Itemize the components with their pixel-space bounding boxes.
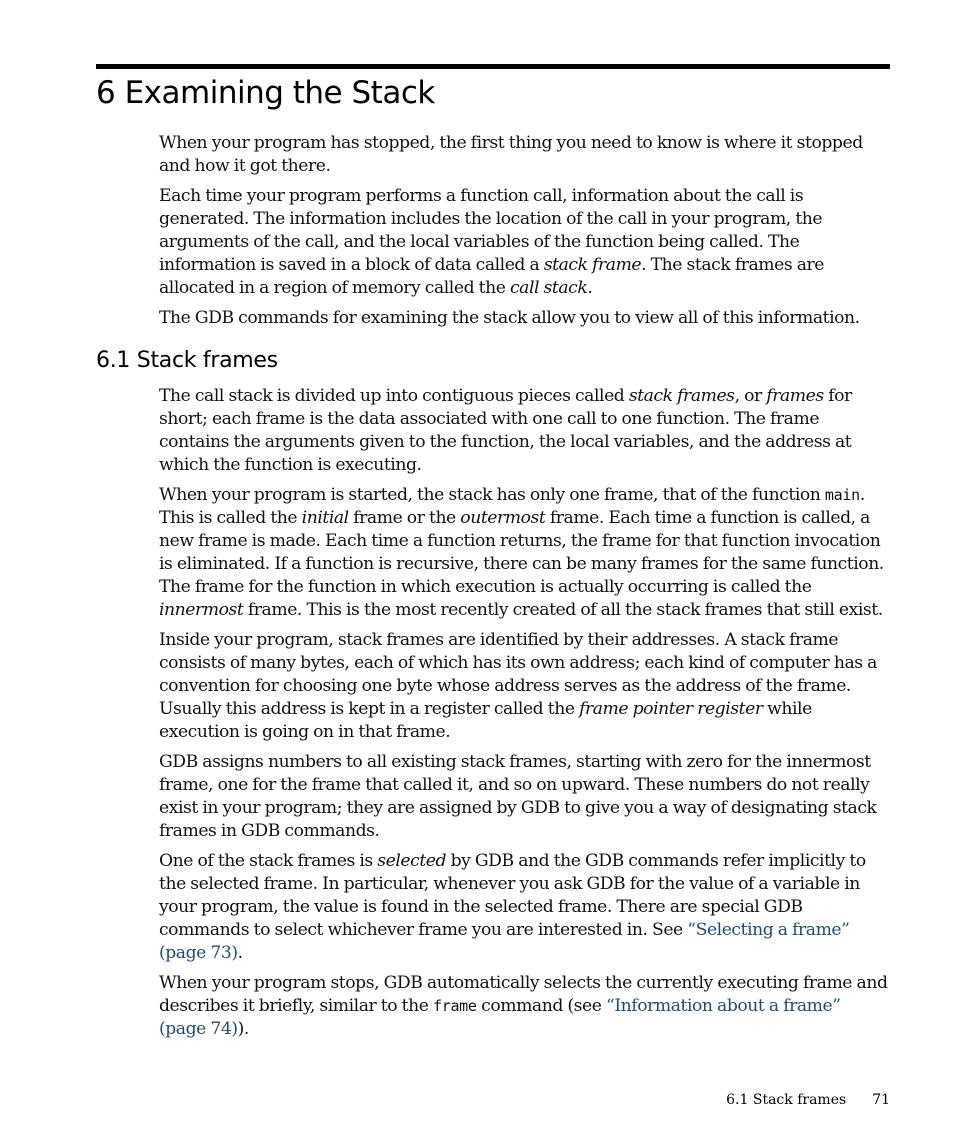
chapter-intro [159,132,890,337]
text-run: When your program stops, GDB automatically selects the currently executing frame and describes it briefly, similar to the [159,973,888,1016]
chapter-rule [96,64,890,69]
section-body [159,385,890,1048]
term-call-stack: call stack [509,278,588,298]
page-footer [726,1092,890,1108]
intro-paragraph-1: When your program has stopped, the first thing you need to know is where it stopped and how it got there. [159,133,863,176]
text-run: . [587,278,593,298]
section-paragraph-4: GDB assigns numbers to all existing stack frames, starting with zero for the innermost frame, one for the frame that called it, and so on upward. These numbers do not really exist in your program; they are assigned by GDB to give you a way of designating stack frames in GDB commands. [159,752,877,841]
text-run: for short; each frame is the data associated with one call to one function. The frame contains the arguments given to the function, the local variables, and the address at which the function is executing. [159,386,852,475]
text-run: ). [237,1019,249,1039]
text-run: Inside your program, stack frames are identified by their addresses. A stack frame consists of many bytes, each of which has its own address; each kind of computer has a convention for choosing one byte whose address serves as the address of the frame. Usually this address is kept in a register called the [159,630,877,719]
term-frame-pointer-register: frame pointer register [579,699,763,719]
link-selecting-a-frame[interactable]: “Selecting a frame” (page 73) [159,920,850,963]
code-frame: frame [432,997,477,1015]
text-run: , or [734,386,767,406]
text-run: Each time your program performs a function call, information about the call is generated. The information includes the location of the call in your program, the arguments of the call, and the local variables of the function being called. The information is saved in a block of data called a [159,186,823,275]
term-innermost: innermost [159,600,244,620]
text-run: frame. Each time a function is called, a new frame is made. Each time a function returns, the frame for that function invocation is eliminated. If a function is recursive, there can be many frames for the same function. The frame for the function in which execution is actually occurring is called the [159,508,884,597]
text-run: . [237,943,243,963]
page-number: 71 [872,1092,890,1108]
text-run: . This is called the [159,485,865,528]
text-run: command (see [476,996,606,1016]
link-information-about-a-frame[interactable]: “Information about a frame” (page 74) [159,996,841,1039]
term-initial: initial [301,508,349,528]
section-paragraph-2 [159,484,890,622]
term-stack-frames: stack frames [628,386,735,406]
term-outermost: outermost [460,508,546,528]
section-paragraph-1 [159,385,890,477]
text-run: One of the stack frames is [159,851,378,871]
text-run: The call stack is divided up into contiguous pieces called [159,386,629,406]
section-paragraph-6 [159,972,890,1041]
term-frames: frames [766,386,824,406]
section-paragraph-5 [159,850,890,965]
footer-section-label: 6.1 Stack frames [726,1092,847,1108]
text-run: by GDB and the GDB commands refer implicitly to the selected frame. In particular, whenever you ask GDB for the value of a variable in your program, the value is found in the selected frame. There are special GDB commands to select whichever frame you are interested in. See [159,851,866,940]
term-selected: selected [377,851,447,871]
text-run: When your program is started, the stack has only one frame, that of the function [159,485,825,505]
intro-paragraph-3: The GDB commands for examining the stack allow you to view all of this information. [159,308,860,328]
section-paragraph-3 [159,629,890,744]
code-main: main [824,486,860,504]
chapter-title: 6 Examining the Stack [96,75,435,111]
term-stack-frame: stack frame [543,255,642,275]
text-run: frame. This is the most recently created of all the stack frames that still exist. [243,600,883,620]
text-run: while execution is going on in that frame. [159,699,812,742]
text-run: . The stack frames are allocated in a region of memory called the [159,255,825,298]
intro-paragraph-2 [159,185,890,300]
section-title: 6.1 Stack frames [96,348,278,373]
text-run: frame or the [348,508,461,528]
